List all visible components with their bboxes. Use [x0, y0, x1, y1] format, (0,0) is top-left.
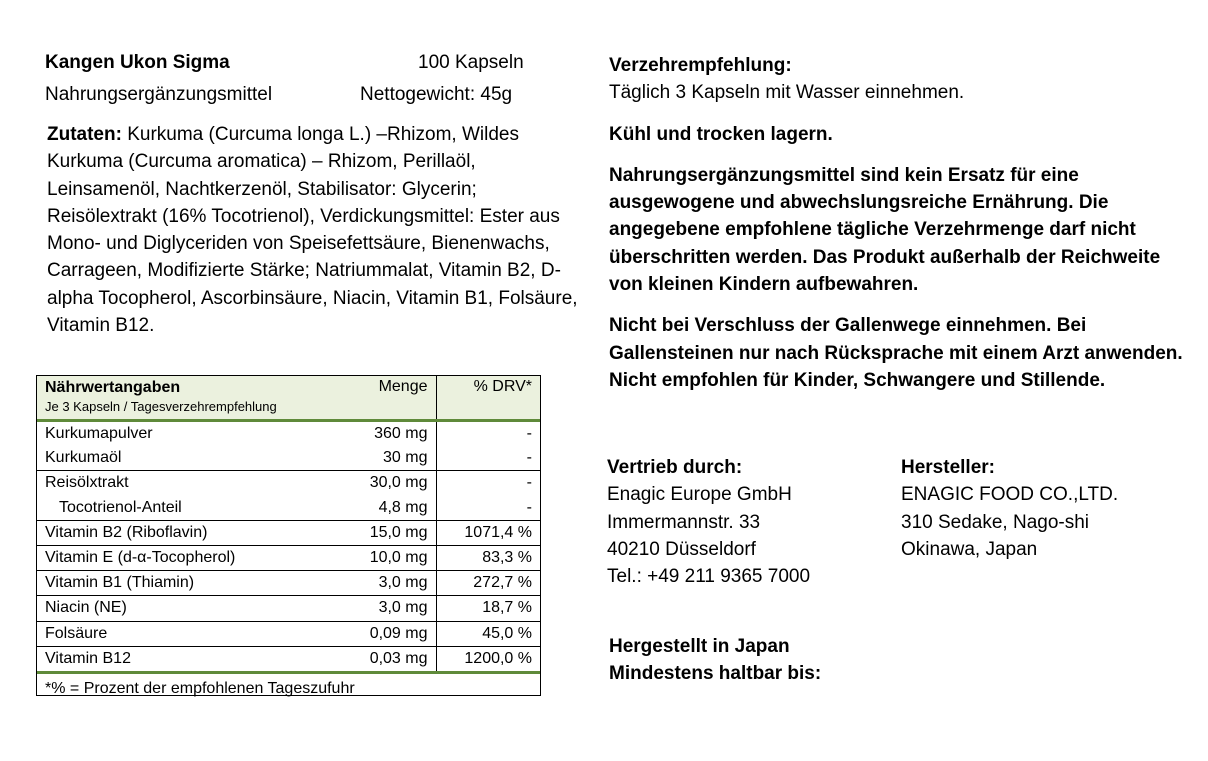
- made-in: Hergestellt in Japan: [609, 636, 790, 657]
- row-name: Vitamin B1 (Thiamin): [37, 571, 352, 596]
- row-amount: 360 mg: [374, 425, 428, 443]
- row-drv: 1071,4 %: [436, 520, 540, 545]
- warning-medical: Nicht bei Verschluss der Gallenwege einnehmen. Bei Gallensteinen nur nach Rücksprache mit einem Arzt anwenden. Nicht empfohlen für Kinder, Schwangere und Stillende.: [609, 315, 1183, 391]
- row-amount: 30,0 mg: [369, 474, 428, 492]
- product-type: Nahrungsergänzungsmittel: [45, 84, 273, 105]
- column-header-amount: Menge: [352, 376, 436, 421]
- best-before: Mindestens haltbar bis:: [609, 663, 822, 685]
- row-drv: -: [436, 471, 540, 496]
- row-name: Kurkumaöl: [37, 446, 352, 471]
- nutrition-table: [36, 375, 541, 696]
- dosage-heading: Verzehrempfehlung:: [609, 55, 792, 76]
- row-amount: 15,0 mg: [352, 520, 436, 545]
- table-row: [37, 621, 540, 646]
- row-name: Tocotrienol-Anteil: [37, 496, 352, 521]
- nutrition-header-row: [37, 376, 540, 421]
- nutrition-title: Nährwertangaben: [45, 379, 181, 396]
- manufacturer-line: ENAGIC FOOD CO.,LTD.: [901, 484, 1119, 506]
- table-row: [37, 596, 540, 621]
- row-name: Niacin (NE): [37, 596, 352, 621]
- manufacturer-line: Okinawa, Japan: [901, 538, 1038, 560]
- row-name: Kurkumapulver: [45, 425, 153, 443]
- table-row: [37, 446, 540, 471]
- row-amount: 3,0 mg: [352, 596, 436, 621]
- table-row: [37, 646, 540, 672]
- dosage-text: Täglich 3 Kapseln mit Wasser einnehmen.: [609, 82, 965, 104]
- row-amount: 4,8 mg: [352, 496, 436, 521]
- row-drv: 1200,0 %: [436, 646, 540, 672]
- manufacturer-block: [901, 454, 1118, 563]
- table-row: [37, 421, 540, 447]
- ingredients-label: Zutaten:: [47, 124, 122, 145]
- distributor-heading: Vertrieb durch:: [607, 457, 743, 478]
- row-amount: 10,0 mg: [352, 545, 436, 570]
- column-header-drv: % DRV*: [436, 376, 540, 421]
- row-name: Vitamin E (d-α-Tocopherol): [37, 545, 352, 570]
- row-drv: 45,0 %: [436, 621, 540, 646]
- manufacturer-heading: Hersteller:: [901, 457, 995, 478]
- row-drv: 83,3 %: [436, 545, 540, 570]
- row-drv: -: [436, 446, 540, 471]
- row-amount: 3,0 mg: [352, 571, 436, 596]
- row-name: Folsäure: [37, 621, 352, 646]
- table-row: [37, 545, 540, 570]
- row-drv: 272,7 %: [436, 571, 540, 596]
- ingredients-block: [47, 121, 587, 339]
- net-weight: Nettogewicht: 45g: [360, 84, 513, 105]
- right-column: [609, 52, 1189, 408]
- row-drv: -: [436, 496, 540, 521]
- warning-general: Nahrungsergänzungsmittel sind kein Ersatz für eine ausgewogene und abwechslungsreiche Ernährung. Die angegebene empfohlene tägliche Verzehrmenge darf nicht überschritten werden. Das Produkt außerhalb der Reichweite von kleinen Kindern aufbewahren.: [609, 164, 1161, 296]
- table-row: [37, 471, 540, 496]
- table-row: [37, 571, 540, 596]
- row-drv: 18,7 %: [436, 596, 540, 621]
- distributor-line: Enagic Europe GmbH: [607, 484, 792, 506]
- row-amount: 0,09 mg: [352, 621, 436, 646]
- table-row: [37, 520, 540, 545]
- footnote: *% = Prozent der empfohlenen Tageszufuhr: [45, 679, 355, 697]
- origin-block: [609, 633, 821, 688]
- product-name: Kangen Ukon Sigma: [45, 52, 230, 73]
- storage-note: Kühl und trocken lagern.: [609, 123, 833, 145]
- manufacturer-line: 310 Sedake, Nago-shi: [901, 511, 1090, 533]
- distributor-line: Tel.: +49 211 9365 7000: [607, 566, 811, 588]
- row-drv: -: [436, 421, 540, 447]
- distributor-line: Immermannstr. 33: [607, 511, 761, 533]
- table-row: [37, 496, 540, 521]
- row-name: Reisölxtrakt: [45, 474, 129, 492]
- row-amount: 0,03 mg: [352, 646, 436, 672]
- distributor-line: 40210 Düsseldorf: [607, 538, 756, 560]
- distributor-block: [607, 454, 810, 590]
- row-name: Vitamin B12: [37, 646, 352, 672]
- capsule-count: 100 Kapseln: [418, 52, 524, 73]
- ingredients-text: Kurkuma (Curcuma longa L.) –Rhizom, Wildes Kurkuma (Curcuma aromatica) – Rhizom, Perillaöl, Leinsamenöl, Nachtkerzenöl, Stabilisator: Glycerin; Reisölextrakt (16% Tocotrienol), Verdickungsmittel: Ester aus Mono- und Diglyceriden von Speisefettsäure, Bienenwachs, Carrageen, Modifizierte Stärke; Natriummalat, Vitamin B2, D-alpha Tocopherol, Ascorbinsäure, Niacin, Vitamin B1, Folsäure, Vitamin B12.: [47, 124, 578, 337]
- nutrition-subtitle: Je 3 Kapseln / Tagesverzehrempfehlung: [45, 399, 277, 414]
- footnote-row: [37, 672, 540, 704]
- row-name: Vitamin B2 (Riboflavin): [37, 520, 352, 545]
- row-amount: 30 mg: [352, 446, 436, 471]
